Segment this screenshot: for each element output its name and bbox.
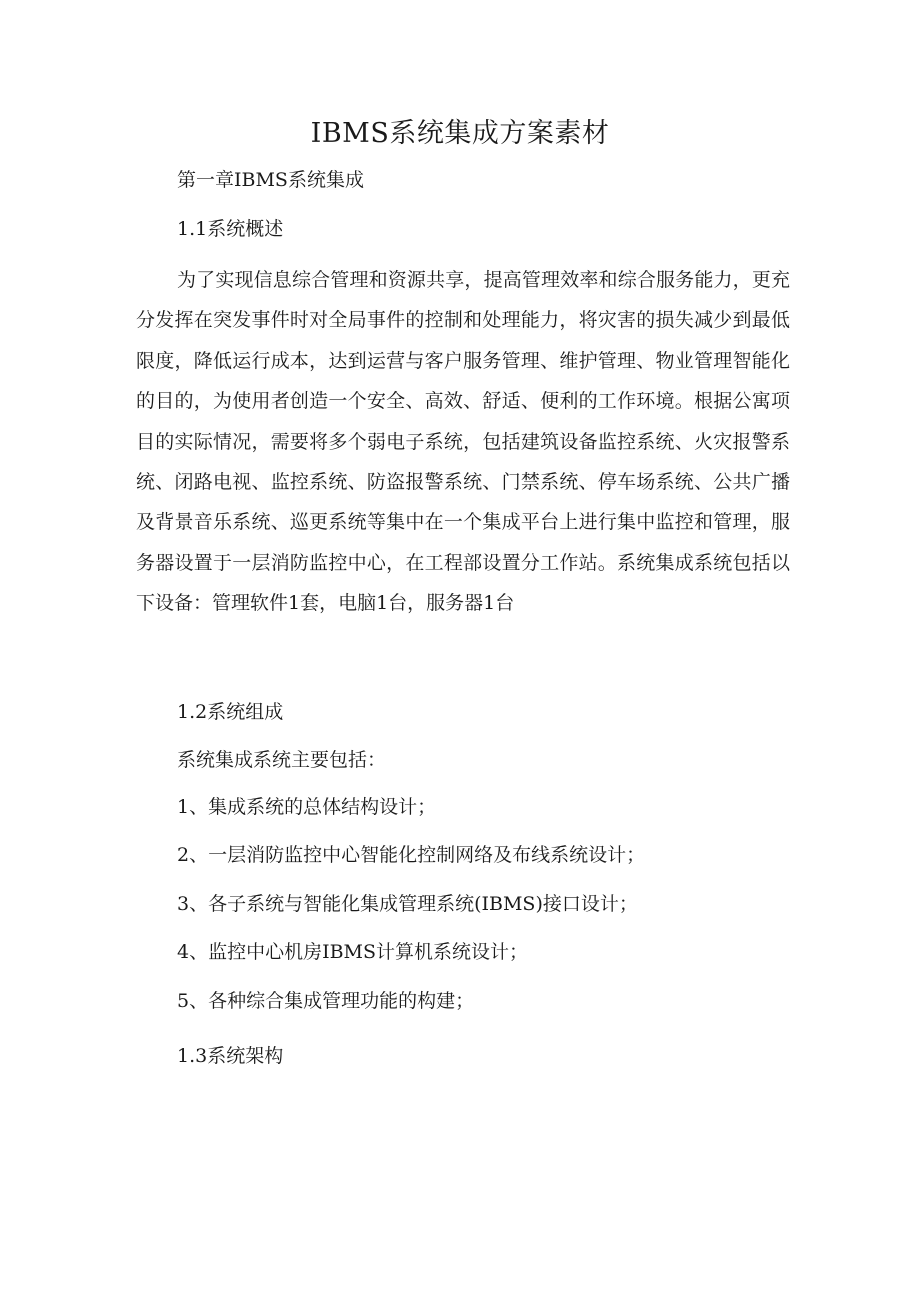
section-heading-1-2: 1.2系统组成	[177, 701, 284, 723]
document-title: IBMS系统集成方案素材	[310, 118, 610, 149]
composition-item-1: 1、集成系统的总体结构设计；	[177, 796, 437, 818]
composition-item-3: 3、各子系统与智能化集成管理系统(IBMS)接口设计；	[177, 893, 638, 915]
composition-item-4: 4、监控中心机房IBMS计算机系统设计；	[177, 941, 529, 963]
composition-item-5: 5、各种综合集成管理功能的构建；	[177, 990, 475, 1012]
composition-intro: 系统集成系统主要包括：	[177, 749, 387, 771]
section-heading-1-1: 1.1系统概述	[177, 218, 284, 240]
overview-paragraph: 为了实现信息综合管理和资源共享，提高管理效率和综合服务能力，更充分发挥在突发事件时对全局事件的控制和处理能力，将灾害的损失减少到最低限度，降低运行成本，达到运营与客户服务管理、维护管理、物业管理智能化的目的，为使用者创造一个安全、高效、舒适、便利的工作环境。根据公寓项目的实际情况，需要将多个弱电子系统，包括建筑设备监控系统、火灾报警系统、闭路电视、监控系统、防盗报警系统、门禁系统、停车场系统、公共广播及背景音乐系统、巡更系统等集中在一个集成平台上进行集中监控和管理，服务器设置于一层消防监控中心，在工程部设置分工作站。系统集成系统包括以下设备：管理软件1套，电脑1台，服务器1台	[136, 269, 790, 615]
chapter-heading: 第一章IBMS系统集成	[177, 169, 364, 191]
composition-item-2: 2、一层消防监控中心智能化控制网络及布线系统设计；	[177, 844, 646, 866]
section-heading-1-3: 1.3系统架构	[177, 1045, 284, 1067]
